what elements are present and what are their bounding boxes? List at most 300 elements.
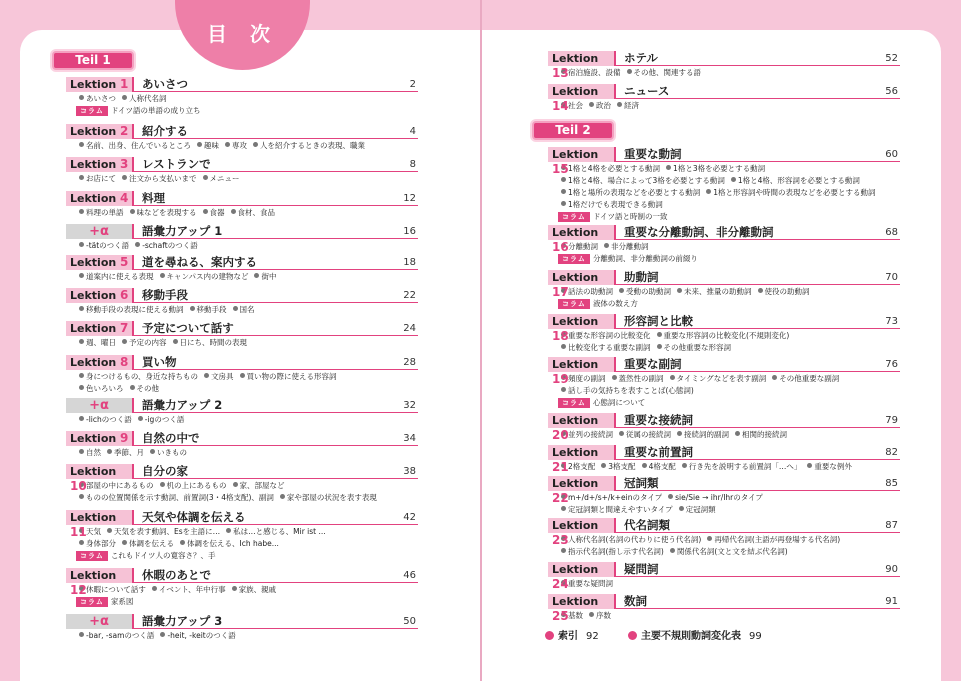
- topic-text: 人称代名詞: [129, 94, 167, 103]
- lesson-topics: [548, 240, 900, 265]
- lektion-word: Lektion: [552, 358, 599, 371]
- lektion-word: Lektion: [70, 432, 117, 445]
- topic-text: 1格だけでも表現できる動詞: [568, 200, 663, 209]
- topic-item: [604, 242, 649, 251]
- topic-text: 家族、親戚: [238, 585, 277, 594]
- topic-item: [679, 505, 716, 514]
- topic-row: [561, 199, 900, 211]
- bullet-icon: [173, 339, 178, 344]
- topic-item: [203, 174, 240, 183]
- topic-text: 頻度の副詞: [568, 374, 606, 383]
- topic-item: [731, 176, 860, 185]
- topic-text: 自然: [86, 448, 101, 457]
- bullet-icon: [735, 431, 740, 436]
- footer-verb-table[interactable]: 主要不規則動詞変化表 99: [628, 627, 762, 642]
- page-number: 52: [885, 53, 898, 64]
- lesson-title: 助動詞: [624, 270, 659, 284]
- topic-text: 季節、月: [114, 448, 144, 457]
- topic-text: 定冠詞類: [685, 505, 716, 514]
- topic-row: [79, 526, 418, 538]
- lesson-title: ホテル: [624, 51, 658, 65]
- topic-text: その他、関連する語: [633, 68, 701, 77]
- topic-item: [160, 481, 227, 490]
- topic-row: [79, 383, 418, 395]
- toc-entry[interactable]: [548, 476, 900, 516]
- topic-text: いきもの: [157, 448, 187, 457]
- topic-text: 非分離動詞: [611, 242, 649, 251]
- lesson-header: [66, 124, 418, 139]
- topic-row: [79, 304, 418, 316]
- topic-row: [79, 240, 418, 252]
- topic-item: [772, 374, 839, 383]
- topic-item: [107, 527, 220, 536]
- lesson-topics: [66, 413, 418, 426]
- bullet-icon: [150, 449, 155, 454]
- topic-row: [561, 330, 900, 342]
- lesson-title: 重要な副詞: [624, 357, 682, 371]
- topic-text: 従属の接続詞: [626, 430, 671, 439]
- topic-item: [240, 372, 337, 381]
- toc-entry[interactable]: [548, 445, 900, 473]
- alpha-badge: +α: [66, 398, 134, 413]
- topic-row: [561, 373, 900, 385]
- lesson-number: 20: [552, 428, 569, 442]
- bullet-icon: [612, 375, 617, 380]
- bullet-icon: [130, 385, 135, 390]
- lesson-number: 10: [70, 479, 87, 493]
- topic-text: 私は…と感じる、Mir ist ...: [233, 527, 326, 536]
- column-row: [548, 253, 900, 265]
- lesson-topics: [66, 479, 418, 504]
- lesson-title: 道を尋ねる、案内する: [142, 255, 257, 269]
- toc-entry[interactable]: [66, 77, 418, 117]
- page-number: 34: [403, 433, 416, 444]
- toc-entry[interactable]: [66, 614, 418, 642]
- topic-item: [233, 481, 285, 490]
- topic-text: 話し手の気持ちを表すことば(心態詞): [568, 386, 694, 395]
- topic-text: -schaftのつく語: [142, 241, 198, 250]
- book-gutter: [480, 0, 482, 681]
- topic-text: 重要な形容詞の比較変化(不規則変化): [663, 331, 790, 340]
- lesson-header: [66, 255, 418, 270]
- topic-item: [561, 579, 613, 588]
- lesson-title: 形容詞と比較: [624, 314, 693, 328]
- topic-text: 専攻: [232, 141, 247, 150]
- topic-text: 序数: [596, 611, 611, 620]
- lektion-word: Lektion: [70, 511, 117, 524]
- topic-row: [79, 371, 418, 383]
- topic-row: [561, 187, 900, 199]
- topic-text: 1格と4格を必要とする動詞: [568, 164, 661, 173]
- topic-text: その他重要な副詞: [779, 374, 840, 383]
- bullet-icon: [677, 431, 682, 436]
- bullet-icon: [79, 273, 84, 278]
- column-title: これもドイツ人の寛容さ？、手: [110, 551, 216, 560]
- topic-text: 買い物の際に使える形容詞: [246, 372, 337, 381]
- bullet-icon: [604, 243, 609, 248]
- bullet-icon: [589, 612, 594, 617]
- topic-text: 2格支配: [568, 462, 596, 471]
- topic-text: 趣味: [204, 141, 219, 150]
- topic-text: 人称代名詞(名詞の代わりに使う代名詞): [568, 535, 702, 544]
- bullet-icon: [772, 375, 777, 380]
- bullet-icon: [122, 95, 127, 100]
- topic-item: [79, 493, 274, 502]
- toc-entry[interactable]: [548, 518, 900, 558]
- bullet-icon: [240, 373, 245, 378]
- lektion-word: Lektion: [552, 148, 599, 161]
- lesson-header: [66, 614, 418, 629]
- lesson-badge: [66, 191, 134, 206]
- toc-entry[interactable]: [66, 431, 418, 459]
- topic-text: 定冠詞類と間違えやすいタイプ: [568, 505, 673, 514]
- topic-text: -heit, -keitのつく語: [167, 631, 236, 640]
- topic-item: [677, 287, 752, 296]
- topic-item: [79, 415, 132, 424]
- lesson-title: 疑問詞: [624, 562, 659, 576]
- bullet-icon: [731, 177, 736, 182]
- topic-text: 名前、出身、住んでいるところ: [86, 141, 191, 150]
- lesson-title: 予定について話す: [142, 321, 234, 335]
- bullet-icon: [79, 209, 84, 214]
- topic-text: 未来、推量の助動詞: [684, 287, 752, 296]
- toc-entry[interactable]: [548, 314, 900, 354]
- topic-text: 受動の助動詞: [626, 287, 671, 296]
- lesson-number: 25: [552, 609, 569, 623]
- lesson-topics: [548, 491, 900, 516]
- lesson-title: 語彙力アップ 1: [142, 224, 223, 238]
- lesson-title: 移動手段: [142, 288, 188, 302]
- topic-item: [561, 200, 663, 209]
- lesson-number: 18: [552, 329, 569, 343]
- lektion-word: Lektion: [70, 569, 117, 582]
- column-title: ドイツ語と時制の一致: [592, 212, 668, 221]
- page-number: 4: [409, 126, 416, 137]
- bullet-icon: [138, 416, 143, 421]
- topic-item: [79, 94, 116, 103]
- bullet-icon: [561, 548, 566, 553]
- bullet-icon: [706, 189, 711, 194]
- topic-text: 重要な例外: [814, 462, 852, 471]
- toc-entry[interactable]: [66, 191, 418, 219]
- topic-text: その他: [136, 384, 159, 393]
- topic-text: 机の上にあるもの: [166, 481, 227, 490]
- topic-item: [670, 374, 767, 383]
- lesson-topics: [66, 370, 418, 395]
- column-row: [66, 596, 418, 608]
- toc-entry[interactable]: [548, 51, 900, 79]
- topic-row: [79, 480, 418, 492]
- topic-text: 再帰代名詞(主語が再登場する代名詞): [714, 535, 841, 544]
- bullet-icon: [707, 536, 712, 541]
- topic-text: あいさつ: [86, 94, 116, 103]
- topic-item: [79, 372, 198, 381]
- topic-text: 食材、食品: [237, 208, 275, 217]
- topic-text: 話法の助動詞: [568, 287, 613, 296]
- topic-item: [758, 287, 810, 296]
- topic-item: [226, 527, 326, 536]
- bullet-icon: [130, 209, 135, 214]
- topic-item: [79, 208, 124, 217]
- topic-text: 家や部屋の状況を表す表現: [286, 493, 377, 502]
- lesson-number: 23: [552, 533, 569, 547]
- topic-text: m+/d+/s+/k+einのタイプ: [568, 493, 663, 502]
- lesson-header: [66, 157, 418, 172]
- lektion-word: Lektion: [552, 595, 599, 608]
- toc-entry[interactable]: [66, 288, 418, 316]
- page-number: 38: [403, 466, 416, 477]
- bullet-icon: [203, 209, 208, 214]
- topic-row: [79, 140, 418, 152]
- page-number: 24: [403, 323, 416, 334]
- page-number: 8: [409, 159, 416, 170]
- toc-entry[interactable]: [548, 357, 900, 409]
- column-badge: コラム: [558, 254, 590, 264]
- topic-text: 1格と3格を必要とする動詞: [673, 164, 766, 173]
- toc-entry[interactable]: [66, 321, 418, 349]
- topic-row: [561, 546, 900, 558]
- topic-item: [122, 174, 197, 183]
- page-number: 22: [403, 290, 416, 301]
- topic-row: [561, 578, 900, 590]
- topic-row: [561, 429, 900, 441]
- bullet-icon: [619, 431, 624, 436]
- topic-text: 関係代名詞(文と文を結ぶ代名詞): [676, 547, 788, 556]
- lektion-word: Lektion: [552, 519, 599, 532]
- lesson-number: 8: [120, 355, 129, 369]
- bullet-icon: [670, 548, 675, 553]
- footer-index[interactable]: 索引 92: [545, 627, 599, 642]
- topic-text: 重要な形容詞の比較変化: [568, 331, 651, 340]
- topic-item: [152, 585, 226, 594]
- toc-entry[interactable]: [548, 147, 900, 223]
- bullet-icon: [79, 373, 84, 378]
- toc-entry[interactable]: [66, 568, 418, 608]
- bullet-icon: [561, 387, 566, 392]
- bullet-icon: [666, 165, 671, 170]
- lesson-topics: [66, 446, 418, 459]
- lesson-topics: [66, 629, 418, 642]
- toc-entry[interactable]: [66, 224, 418, 252]
- topic-text: 重要な疑問詞: [568, 579, 613, 588]
- lesson-title: 重要な接続詞: [624, 413, 693, 427]
- topic-text: 移動手段の表現に使える動詞: [86, 305, 184, 314]
- topic-text: メニュー: [209, 174, 240, 183]
- lesson-title: 語彙力アップ 2: [142, 398, 223, 412]
- page-number: 85: [885, 478, 898, 489]
- lesson-topics: [548, 329, 900, 354]
- bullet-icon: [160, 482, 165, 487]
- page-number: 68: [885, 227, 898, 238]
- lektion-word: Lektion: [552, 315, 599, 328]
- topic-item: [561, 164, 660, 173]
- bullet-icon: [682, 463, 687, 468]
- toc-entry[interactable]: [66, 398, 418, 426]
- topic-row: [561, 241, 900, 253]
- lesson-number: 22: [552, 491, 569, 505]
- topic-text: 1格と形容詞や時間の表現などを必要とする動詞: [713, 188, 876, 197]
- bullet-icon: [601, 463, 606, 468]
- topic-text: -bar, -samのつく語: [86, 631, 155, 640]
- topic-text: 指示代名詞(指し示す代名詞): [568, 547, 664, 556]
- page-number: 12: [403, 193, 416, 204]
- toc-entry[interactable]: [548, 84, 900, 112]
- bullet-icon: [203, 175, 208, 180]
- topic-item: [807, 462, 852, 471]
- topic-text: イベント、年中行事: [158, 585, 226, 594]
- topic-row: [561, 67, 900, 79]
- topic-text: その他重要な形容詞: [663, 343, 731, 352]
- lesson-title: 買い物: [142, 355, 177, 369]
- bullet-icon: [79, 175, 84, 180]
- lesson-title: 冠詞類: [624, 476, 659, 490]
- lesson-header: [66, 77, 418, 92]
- lesson-title: レストランで: [142, 157, 211, 171]
- column-badge: コラム: [558, 212, 590, 222]
- page-number: 90: [885, 564, 898, 575]
- topic-item: [706, 188, 875, 197]
- topic-text: 人を紹介するときの表現、職業: [260, 141, 365, 150]
- bullet-icon: [160, 273, 165, 278]
- lesson-number: 6: [120, 288, 129, 302]
- topic-text: 天気を表す動詞、Esを主語に…: [114, 527, 221, 536]
- topic-text: 料理の単語: [86, 208, 124, 217]
- topic-item: [617, 101, 639, 110]
- page-number: 50: [403, 616, 416, 627]
- page-number: 28: [403, 357, 416, 368]
- topic-text: 蓋然性の副詞: [618, 374, 664, 383]
- lesson-topics: [548, 285, 900, 310]
- topic-text: 行き先を説明する前置詞「…へ」: [688, 462, 802, 471]
- lesson-header: [66, 431, 418, 446]
- lektion-word: Lektion: [70, 465, 117, 478]
- topic-item: [79, 585, 146, 594]
- bullet-icon: [561, 177, 566, 182]
- lesson-badge: [66, 77, 134, 92]
- lesson-topics: [66, 172, 418, 185]
- topic-row: [561, 175, 900, 187]
- lesson-topics: [66, 303, 418, 316]
- topic-item: [130, 208, 197, 217]
- bullet-icon: [561, 344, 566, 349]
- page-number: 32: [403, 400, 416, 411]
- topic-item: [225, 141, 247, 150]
- lesson-number: 1: [120, 77, 129, 91]
- page-number: 42: [403, 512, 416, 523]
- topic-text: -igのつく語: [144, 415, 185, 424]
- topic-item: [204, 372, 234, 381]
- topic-item: [180, 539, 279, 548]
- lesson-topics: [548, 460, 900, 473]
- toc-entry[interactable]: [548, 225, 900, 265]
- topic-item: [79, 384, 124, 393]
- lesson-title: 天気や体調を伝える: [142, 510, 246, 524]
- bullet-icon: [545, 631, 554, 640]
- topic-text: 分離動詞: [568, 242, 598, 251]
- lesson-topics: [66, 92, 418, 117]
- toc-entry[interactable]: [548, 270, 900, 310]
- toc-entry[interactable]: [548, 594, 900, 622]
- lesson-topics: [66, 336, 418, 349]
- bullet-icon: [225, 142, 230, 147]
- page-number: 82: [885, 447, 898, 458]
- lesson-number: 11: [70, 525, 87, 539]
- topic-item: [130, 384, 160, 393]
- topic-row: [561, 100, 900, 112]
- toc-entry[interactable]: [66, 464, 418, 504]
- toc-entry[interactable]: [66, 124, 418, 152]
- topic-text: 宿泊施設、設備: [568, 68, 621, 77]
- lektion-word: Lektion: [70, 322, 117, 335]
- topic-text: 味などを表現する: [136, 208, 197, 217]
- column-badge: コラム: [76, 551, 108, 561]
- toc-entry[interactable]: [66, 157, 418, 185]
- lesson-topics: [548, 533, 900, 558]
- lektion-word: Lektion: [552, 477, 599, 490]
- bullet-icon: [657, 344, 662, 349]
- lesson-title: ニュース: [624, 84, 670, 98]
- topic-item: [561, 547, 664, 556]
- lesson-header: [66, 398, 418, 413]
- topic-text: sie/Sie → ihr/Ihrのタイプ: [675, 493, 763, 502]
- lesson-header: [66, 191, 418, 206]
- lektion-word: Lektion: [70, 158, 117, 171]
- toc-entry[interactable]: [548, 413, 900, 441]
- lesson-topics: [548, 428, 900, 441]
- topic-row: [561, 163, 900, 175]
- lesson-topics: [548, 372, 900, 409]
- column-badge: コラム: [558, 299, 590, 309]
- topic-item: [79, 448, 101, 457]
- topic-text: 天気: [86, 527, 101, 536]
- toc-entry[interactable]: [66, 510, 418, 562]
- lesson-header: [548, 225, 900, 254]
- lesson-badge: [548, 518, 616, 547]
- lektion-word: Lektion: [552, 446, 599, 459]
- lesson-topics: [66, 270, 418, 283]
- topic-text: 注文から支払いまで: [129, 174, 197, 183]
- lektion-word: Lektion: [552, 414, 599, 427]
- toc-entry[interactable]: [66, 255, 418, 283]
- bullet-icon: [79, 306, 84, 311]
- bullet-icon: [79, 385, 84, 390]
- topic-item: [561, 386, 694, 395]
- bullet-icon: [107, 528, 112, 533]
- lesson-number: 9: [120, 431, 129, 445]
- bullet-icon: [122, 540, 127, 545]
- topic-item: [79, 141, 191, 150]
- topic-item: [561, 505, 673, 514]
- bullet-icon: [642, 463, 647, 468]
- lektion-word: Lektion: [552, 85, 599, 98]
- lesson-number: 13: [552, 66, 569, 80]
- topic-item: [203, 208, 225, 217]
- lektion-word: Lektion: [552, 563, 599, 576]
- topic-item: [589, 101, 611, 110]
- bullet-icon: [758, 288, 763, 293]
- topic-text: 接続詞的副詞: [684, 430, 729, 439]
- lesson-topics: [66, 239, 418, 252]
- topic-item: [561, 287, 613, 296]
- topic-item: [79, 631, 154, 640]
- toc-entry[interactable]: [548, 562, 900, 590]
- bullet-icon: [677, 288, 682, 293]
- bullet-icon: [135, 242, 140, 247]
- topic-row: [561, 286, 900, 298]
- topic-item: [79, 305, 184, 314]
- lesson-badge: [66, 157, 134, 172]
- toc-entry[interactable]: [66, 355, 418, 395]
